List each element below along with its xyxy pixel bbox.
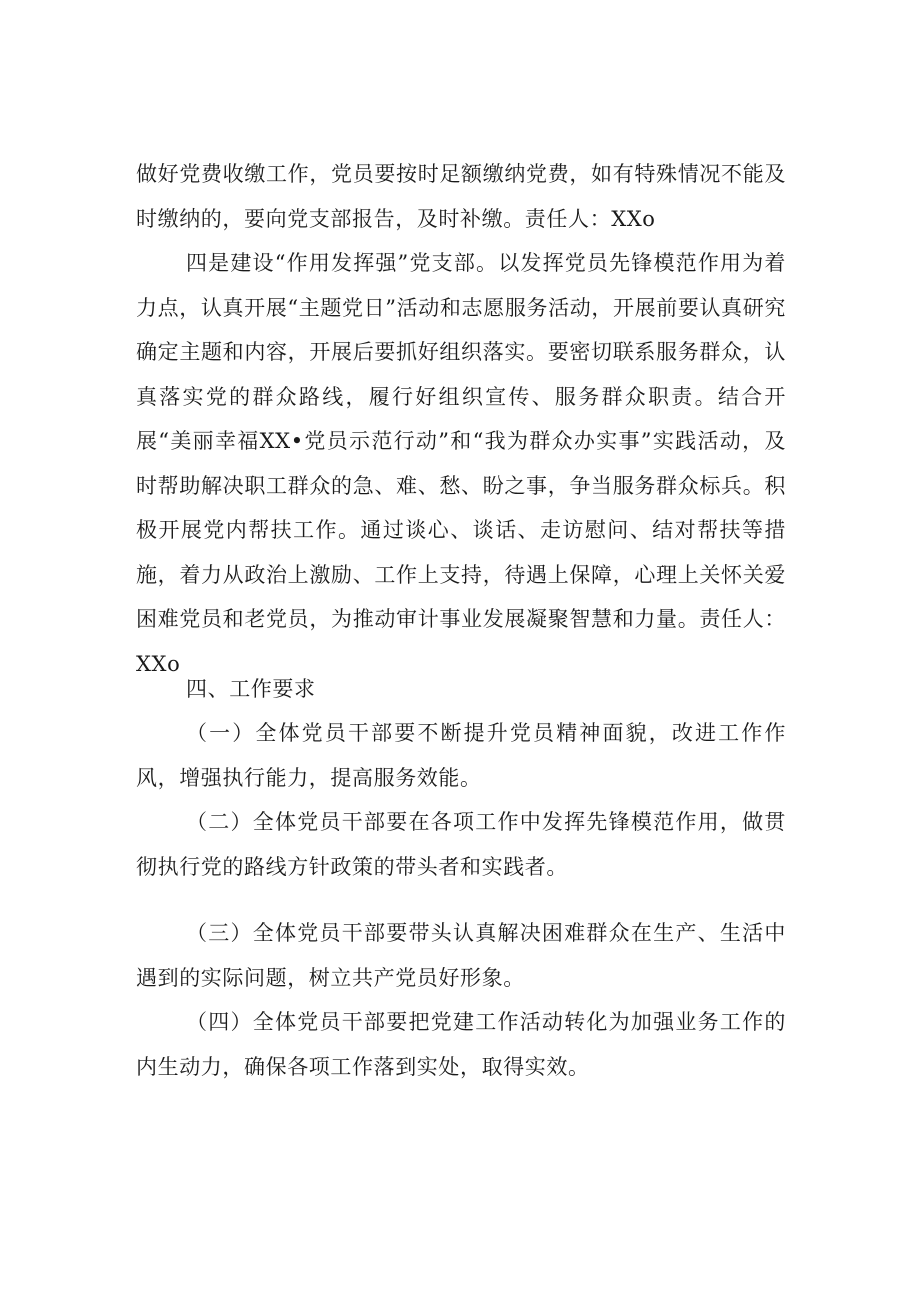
requirement-item-3: （三）全体党员干部要带头认真解决困难群众在生产、生活中遇到的实际问题，树立共产党员好形象。 xyxy=(136,921,786,990)
requirement-item-2: （二）全体党员干部要在各项工作中发挥先锋模范作用，做贯彻执行党的路线方针政策的带头者和实践者。 xyxy=(136,810,786,879)
paragraph-branch-role: 四是建设“作用发挥强”党支部。以发挥党员先锋模范作用为着力点，认真开展“主题党日”活动和志愿服务活动，开展前要认真研究确定主题和内容，开展后要抓好组织落实。要密切联系服务群众，认真落实党的群众路线，履行好组织宣传、服务群众职责。结合开展“美丽幸福XX•党员示范行动”和“我为群众办实事”实践活动，及时帮助解决职工群众的急、难、愁、盼之事，争当服务群众标兵。积极开展党内帮扶工作。通过谈心、谈话、走访慰问、结对帮扶等措施，着力从政治上激励、工作上支持，待遇上保障，心理上关怀关爱困难党员和老党员，为推动审计事业发展凝聚智慧和力量。责任人：XXo xyxy=(136,251,786,676)
section-heading-requirements: 四、工作要求 xyxy=(186,677,316,701)
requirement-item-1: （一）全体党员干部要不断提升党员精神面貌，改进工作作风，增强执行能力，提高服务效能。 xyxy=(136,721,786,790)
paragraph-party-fee: 做好党费收缴工作，党员要按时足额缴纳党费，如有特殊情况不能及时缴纳的，要向党支部报告，及时补缴。责任人：XXo xyxy=(136,162,786,231)
requirement-item-4: （四）全体党员干部要把党建工作活动转化为加强业务工作的内生动力，确保各项工作落到实处，取得实效。 xyxy=(136,1010,786,1079)
